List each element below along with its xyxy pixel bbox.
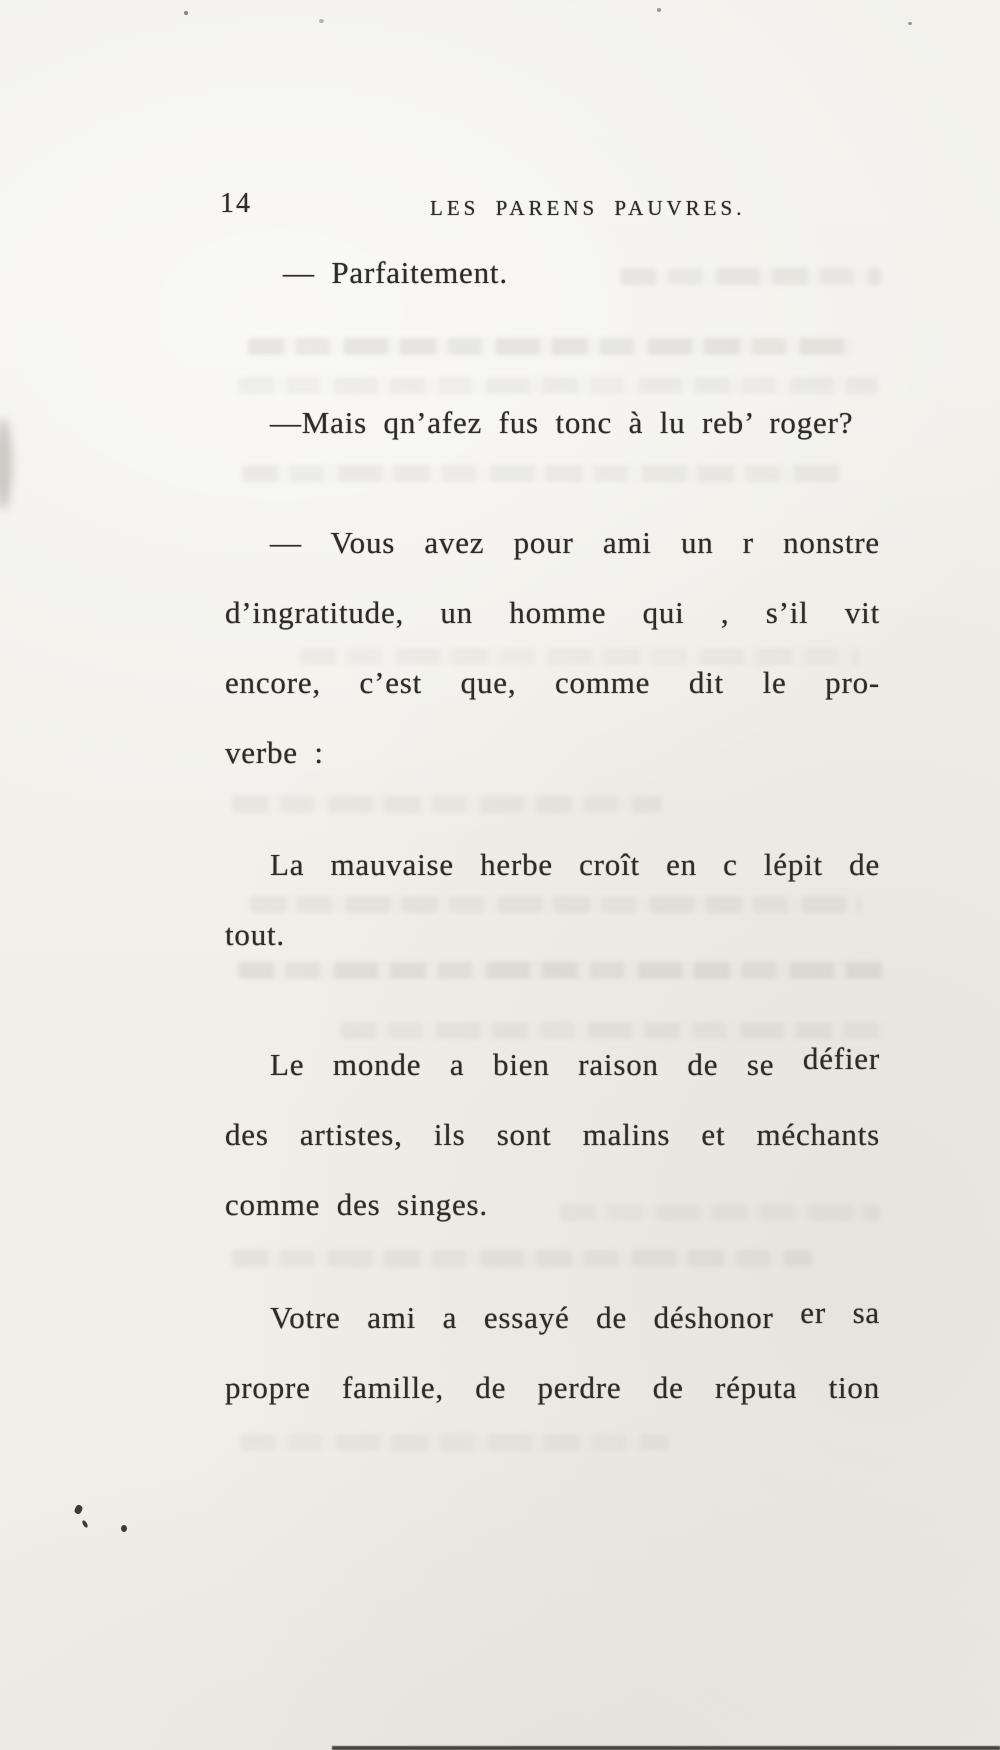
text-line: verbe : — [225, 735, 324, 770]
paragraph — [225, 388, 880, 458]
text-line: — Vous avez pour ami un r nonstre — [270, 525, 880, 560]
text-line-raised: défier — [802, 1041, 880, 1076]
page-number: 14 — [220, 188, 252, 219]
paragraph — [225, 508, 880, 788]
paragraph — [225, 1283, 880, 1423]
scan-edge-artifact — [332, 1746, 1000, 1750]
text-line: La mauvaise herbe croît en c lépit de — [270, 847, 880, 882]
text-line — [225, 1030, 880, 1100]
text-line-start: Le monde a bien raison de se — [270, 1047, 775, 1082]
running-title: LES PARENS PAUVRES. — [430, 196, 746, 220]
ink-speck — [657, 8, 661, 12]
text-line: des artistes, ils sont malins et méchants — [225, 1117, 880, 1152]
ink-speck — [121, 1525, 127, 1532]
ink-speck — [319, 19, 324, 23]
text-line: —Mais qn’afez fus tonc à lu reb’ roger? — [270, 405, 854, 440]
paragraph — [225, 1030, 880, 1240]
text-line: tout. — [225, 917, 285, 952]
paragraph — [225, 830, 880, 970]
text-line: — Parfaitement. — [283, 255, 508, 290]
ink-speck — [908, 22, 912, 25]
ink-speck — [184, 11, 188, 15]
text-line-start: Votre ami a essayé de déshonor — [270, 1300, 774, 1335]
text-line: encore, c’est que, comme dit le pro- — [225, 665, 880, 700]
text-line: d’ingratitude, un homme qui , s’il vit — [225, 595, 880, 630]
text-line: propre famille, de perdre de réputa tion — [225, 1370, 880, 1405]
text-line: comme des singes. — [225, 1187, 488, 1222]
text-line-raised: er sa — [800, 1295, 880, 1330]
paragraph — [225, 238, 880, 308]
text-line — [225, 1283, 880, 1353]
